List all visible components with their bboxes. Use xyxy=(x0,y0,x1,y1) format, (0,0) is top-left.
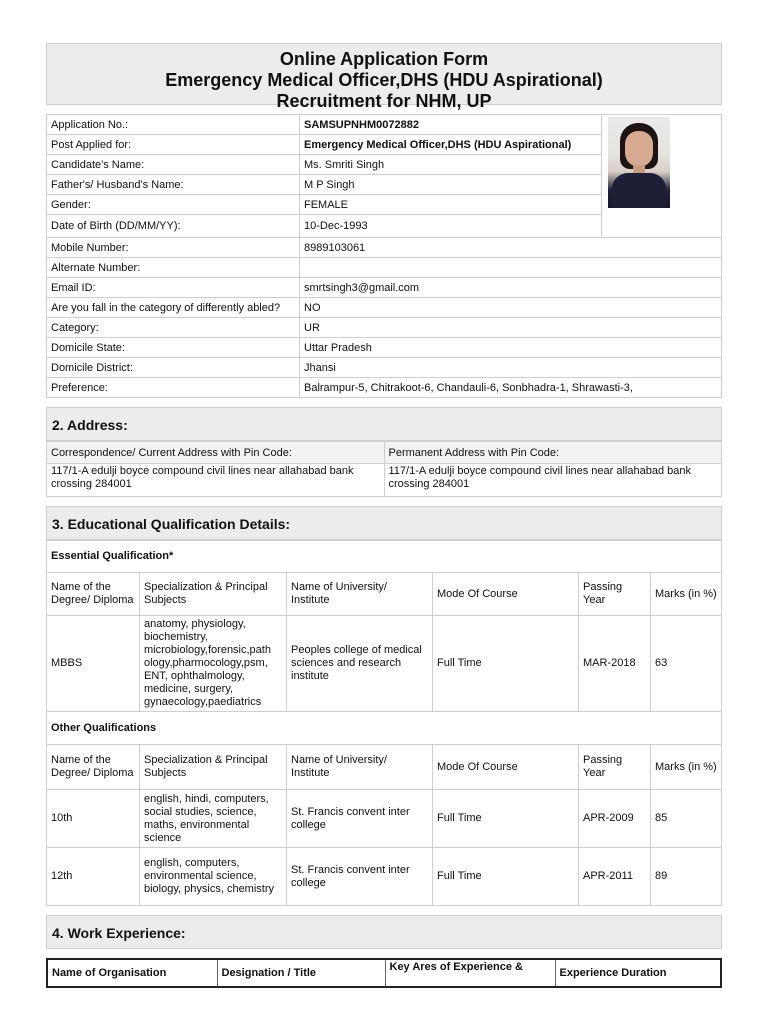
table-row xyxy=(47,378,722,398)
correspondence-address-label: Correspondence/ Current Address with Pin Code: xyxy=(47,442,385,464)
column-header: Marks (in %) xyxy=(651,745,722,790)
table-header-row xyxy=(47,959,721,987)
table-row xyxy=(47,318,722,338)
work-experience-section-title: 4. Work Experience: xyxy=(46,915,722,949)
table-row xyxy=(47,790,722,848)
field-label: Category: xyxy=(47,318,300,338)
field-label: Domicile District: xyxy=(47,358,300,378)
year-cell: MAR-2018 xyxy=(579,616,651,712)
year-cell: APR-2009 xyxy=(579,790,651,848)
university-cell: St. Francis convent inter college xyxy=(287,790,433,848)
subjects-cell: english, computers, environmental science, biology, physics, chemistry xyxy=(140,848,287,906)
subjects-cell: english, hindi, computers, social studies, science, maths, environmental science xyxy=(140,790,287,848)
candidate-photo xyxy=(608,117,670,208)
column-header: Name of Organisation xyxy=(47,959,217,987)
column-header: Specialization & Principal Subjects xyxy=(140,573,287,616)
correspondence-address: 117/1-A edulji boyce compound civil lines near allahabad bank crossing 284001 xyxy=(47,464,385,497)
field-label: Date of Birth (DD/MM/YY): xyxy=(47,215,300,238)
photo-cell xyxy=(602,115,722,238)
marks-cell: 89 xyxy=(651,848,722,906)
degree-cell: 12th xyxy=(47,848,140,906)
work-experience-table xyxy=(46,958,722,988)
column-header: Name of University/ Institute xyxy=(287,745,433,790)
degree-cell: MBBS xyxy=(47,616,140,712)
column-header: Mode Of Course xyxy=(433,573,579,616)
post-title: Emergency Medical Officer,DHS (HDU Aspirational) xyxy=(165,70,603,90)
field-label: Application No.: xyxy=(47,115,300,135)
field-label: Father's/ Husband's Name: xyxy=(47,175,300,195)
column-header: Name of University/ Institute xyxy=(287,573,433,616)
alternate-number xyxy=(300,258,722,278)
mode-cell: Full Time xyxy=(433,790,579,848)
personal-details-table xyxy=(46,114,722,398)
field-label: Are you fall in the category of differently abled? xyxy=(47,298,300,318)
field-label: Email ID: xyxy=(47,278,300,298)
table-row xyxy=(47,712,722,745)
university-cell: St. Francis convent inter college xyxy=(287,848,433,906)
table-row xyxy=(47,358,722,378)
candidate-name: Ms. Smriti Singh xyxy=(300,155,602,175)
university-cell: Peoples college of medical sciences and research institute xyxy=(287,616,433,712)
address-section-title: 2. Address: xyxy=(46,407,722,441)
application-form xyxy=(46,43,722,988)
permanent-address: 117/1-A edulji boyce compound civil lines near allahabad bank crossing 284001 xyxy=(384,464,722,497)
table-header-row xyxy=(47,745,722,790)
column-header: Mode Of Course xyxy=(433,745,579,790)
field-label: Candidate's Name: xyxy=(47,155,300,175)
table-header-row xyxy=(47,573,722,616)
column-header: Specialization & Principal Subjects xyxy=(140,745,287,790)
domicile-state: Uttar Pradesh xyxy=(300,338,722,358)
subjects-cell: anatomy, physiology, biochemistry, microbiology,forensic,path ology,pharmocology,psm, ENT, ophthalmology, medicine, surgery, gynaecology,paediatrics xyxy=(140,616,287,712)
address-table xyxy=(46,441,722,497)
form-header xyxy=(46,43,722,111)
essential-qualification-title: Essential Qualification* xyxy=(47,541,722,573)
education-table xyxy=(46,540,722,906)
date-of-birth: 10-Dec-1993 xyxy=(300,215,602,238)
year-cell: APR-2011 xyxy=(579,848,651,906)
recruitment-title: Recruitment for NHM, UP xyxy=(276,91,492,111)
education-section-title: 3. Educational Qualification Details: xyxy=(46,506,722,540)
column-header: Name of the Degree/ Diploma xyxy=(47,745,140,790)
table-row xyxy=(47,442,722,464)
table-row xyxy=(47,464,722,497)
permanent-address-label: Permanent Address with Pin Code: xyxy=(384,442,722,464)
mobile-number: 8989103061 xyxy=(300,238,722,258)
table-row xyxy=(47,298,722,318)
table-row xyxy=(47,338,722,358)
column-header: Marks (in %) xyxy=(651,573,722,616)
differently-abled: NO xyxy=(300,298,722,318)
table-row xyxy=(47,238,722,258)
marks-cell: 85 xyxy=(651,790,722,848)
degree-cell: 10th xyxy=(47,790,140,848)
column-header: Name of the Degree/ Diploma xyxy=(47,573,140,616)
mode-cell: Full Time xyxy=(433,848,579,906)
form-title: Online Application Form xyxy=(279,49,489,69)
column-header: Key Ares of Experience & xyxy=(385,959,555,987)
other-qualifications-title: Other Qualifications xyxy=(47,712,722,745)
table-row xyxy=(47,541,722,573)
field-label: Domicile State: xyxy=(47,338,300,358)
column-header: Designation / Title xyxy=(217,959,385,987)
mode-cell: Full Time xyxy=(433,616,579,712)
marks-cell: 63 xyxy=(651,616,722,712)
table-row xyxy=(47,848,722,906)
field-label: Gender: xyxy=(47,195,300,215)
field-label: Post Applied for: xyxy=(47,135,300,155)
field-label: Mobile Number: xyxy=(47,238,300,258)
table-row xyxy=(47,115,722,135)
preference: Balrampur-5, Chitrakoot-6, Chandauli-6, Sonbhadra-1, Shrawasti-3, xyxy=(300,378,722,398)
field-label: Preference: xyxy=(47,378,300,398)
column-header: Experience Duration xyxy=(555,959,721,987)
domicile-district: Jhansi xyxy=(300,358,722,378)
table-row xyxy=(47,278,722,298)
email-id: smrtsingh3@gmail.com xyxy=(300,278,722,298)
table-row xyxy=(47,616,722,712)
column-header: Passing Year xyxy=(579,745,651,790)
field-label: Alternate Number: xyxy=(47,258,300,278)
category: UR xyxy=(300,318,722,338)
table-row xyxy=(47,258,722,278)
father-name: M P Singh xyxy=(300,175,602,195)
column-header: Passing Year xyxy=(579,573,651,616)
gender: FEMALE xyxy=(300,195,602,215)
application-number: SAMSUPNHM0072882 xyxy=(300,115,602,135)
post-applied: Emergency Medical Officer,DHS (HDU Aspirational) xyxy=(300,135,602,155)
